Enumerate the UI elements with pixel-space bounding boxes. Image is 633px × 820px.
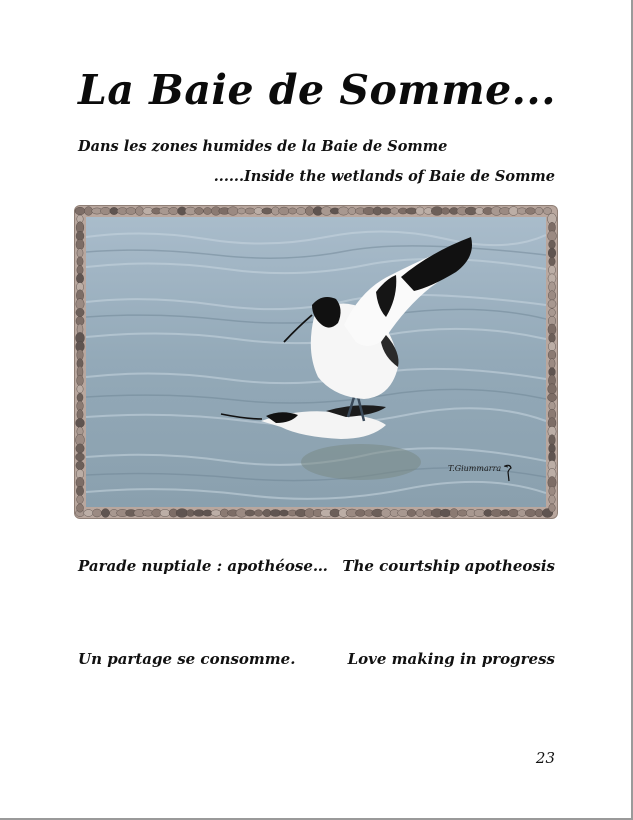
subtitle-french: Dans les zones humides de la Baie de Somme bbox=[78, 138, 448, 155]
subtitle-english: ......Inside the wetlands of Baie de Somme bbox=[213, 168, 555, 185]
caption-english-1: The courtship apotheosis bbox=[342, 557, 555, 575]
bird-signature-icon bbox=[503, 464, 513, 482]
photographer-watermark: T.Giummarra bbox=[448, 464, 502, 473]
page-title: La Baie de Somme... bbox=[78, 66, 556, 114]
caption-french-1: Parade nuptiale : apothéose… bbox=[78, 557, 328, 575]
caption-french-2: Un partage se consomme. bbox=[78, 650, 296, 668]
caption-english-2: Love making in progress bbox=[347, 650, 555, 668]
page-number: 23 bbox=[535, 749, 555, 767]
